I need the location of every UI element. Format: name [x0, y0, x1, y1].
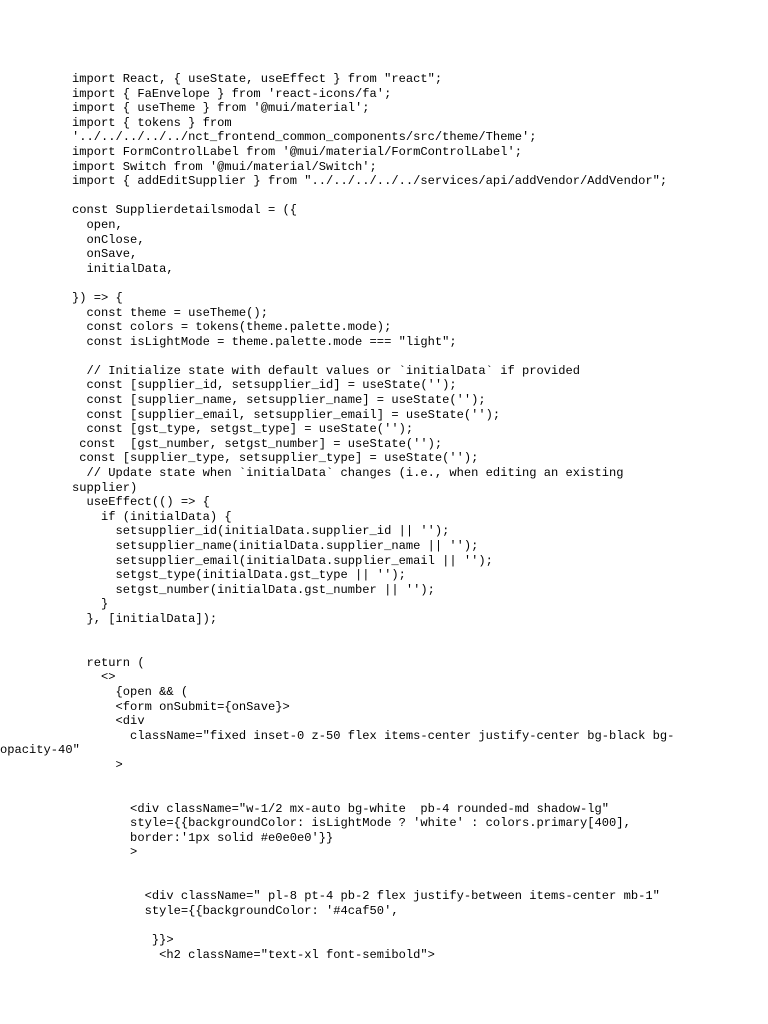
code-line: '../../../../../nct_frontend_common_components/src/theme/Theme';	[72, 130, 537, 145]
code-line: import { tokens } from	[72, 115, 232, 130]
code-line: import FormControlLabel from '@mui/material/FormControlLabel';	[72, 144, 522, 159]
code-line: initialData,	[72, 261, 174, 276]
code-line: setgst_type(initialData.gst_type || '');	[72, 568, 406, 583]
code-line	[72, 773, 732, 788]
code-line: }, [initialData]);	[72, 611, 218, 626]
code-line: setsupplier_email(initialData.supplier_email || '');	[72, 553, 493, 568]
code-line: const isLightMode = theme.palette.mode === "light";	[72, 334, 457, 349]
code-line: const theme = useTheme();	[72, 305, 268, 320]
code-line: const [supplier_name, setsupplier_name] = useState('');	[72, 393, 486, 408]
code-line	[72, 627, 732, 642]
code-line: import React, { useState, useEffect } from "react";	[72, 72, 443, 86]
code-line: <div className="w-1/2 mx-auto bg-white pb-4 rounded-md shadow-lg"	[72, 801, 610, 816]
code-line: useEffect(() => {	[72, 495, 210, 510]
code-line: const colors = tokens(theme.palette.mode);	[72, 320, 392, 335]
code-line: }}>	[72, 933, 174, 948]
code-line: setsupplier_id(initialData.supplier_id || '');	[72, 524, 450, 539]
code-line: setsupplier_name(initialData.supplier_name || '');	[72, 539, 479, 553]
code-line: const [supplier_email, setsupplier_email] = useState('');	[72, 407, 501, 422]
code-line: const [gst_number, setgst_number] = useState('');	[72, 436, 443, 451]
code-line: import Switch from '@mui/material/Switch';	[72, 159, 377, 174]
code-line: style={{backgroundColor: '#4caf50',	[72, 903, 399, 918]
code-line: className="fixed inset-0 z-50 flex items-center justify-center bg-black bg-	[72, 728, 675, 743]
code-line	[72, 349, 732, 364]
code-line: onClose,	[72, 232, 145, 247]
code-line: opacity-40"	[0, 743, 80, 758]
code-line: >	[72, 757, 123, 772]
code-line: <>	[72, 670, 116, 685]
code-line: }	[72, 597, 109, 612]
code-listing	[0, 72, 732, 962]
code-line	[72, 918, 732, 933]
code-line	[72, 860, 732, 875]
code-line	[72, 787, 732, 802]
code-line: supplier)	[72, 480, 138, 495]
code-line: <div className=" pl-8 pt-4 pb-2 flex justify-between items-center mb-1"	[72, 889, 660, 904]
code-line	[72, 189, 732, 204]
code-line: import { useTheme } from '@mui/material';	[72, 101, 370, 116]
code-line: import { addEditSupplier } from "../../../../../services/api/addVendor/AddVendor";	[72, 174, 668, 189]
code-line	[72, 641, 732, 656]
code-line: const Supplierdetailsmodal = ({	[72, 203, 297, 218]
code-line: // Initialize state with default values or `initialData` if provided	[72, 363, 581, 378]
code-line: border:'1px solid #e0e0e0'}}	[72, 830, 334, 845]
code-line: const [supplier_id, setsupplier_id] = useState('');	[72, 378, 457, 393]
code-line	[72, 276, 732, 291]
code-line: onSave,	[72, 247, 138, 262]
code-line: setgst_number(initialData.gst_number || '');	[72, 582, 435, 597]
code-line: const [supplier_type, setsupplier_type] = useState('');	[72, 451, 479, 466]
code-line: import { FaEnvelope } from 'react-icons/fa';	[72, 86, 392, 101]
code-line: <form onSubmit={onSave}>	[72, 699, 290, 714]
code-line: <h2 className="text-xl font-semibold">	[72, 947, 435, 962]
code-line: }) => {	[72, 290, 123, 305]
code-line: {open && (	[72, 684, 189, 699]
code-line: if (initialData) {	[72, 509, 232, 524]
code-line: <div	[72, 714, 145, 729]
code-line: const [gst_type, setgst_type] = useState('');	[72, 422, 414, 437]
code-line: return (	[72, 655, 145, 670]
code-line: open,	[72, 217, 123, 232]
code-line: >	[72, 845, 138, 860]
code-line: // Update state when `initialData` changes (i.e., when editing an existing	[72, 466, 624, 481]
code-line	[72, 875, 732, 890]
code-line: style={{backgroundColor: isLightMode ? 'white' : colors.primary[400],	[72, 816, 631, 831]
